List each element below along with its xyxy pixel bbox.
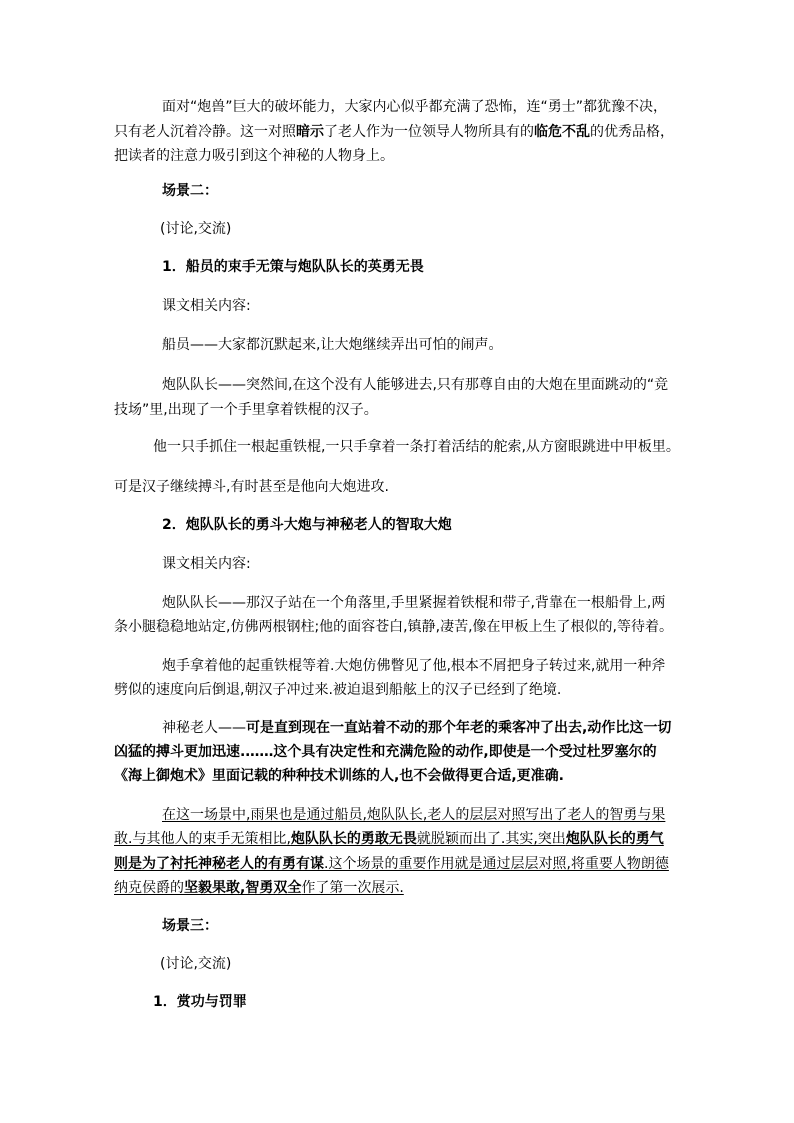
quote-line: 炮队队长——那汉子站在一个角落里,手里紧握着铁棍和带子,背靠在一根船骨上,两 [162,595,666,611]
section-heading: 场景三： [162,918,218,934]
quote-line: 可是汉子继续搏斗,有时甚至是他向大炮进攻. [114,479,389,495]
related-label: 课文相关内容: [162,556,251,572]
analysis-line: 在这一场景中,雨果也是通过船员,炮队队长,老人的层层对照写出了老人的智勇与果 [162,807,666,823]
emphasis: 暗示 [296,124,324,140]
analysis-line: 敢.与其他人的束手无策相比,炮队队长的勇敢无畏就脱颖而出了.其实,突出炮队队长的勇气 [114,831,664,847]
quote-line: 他一只手抓住一根起重铁棍,一只手拿着一条打着活结的舵索,从方窗眼跳进中甲板里。 [153,439,680,455]
paragraph-line: 把读者的注意力吸引到这个神秘的人物身上。 [114,148,394,164]
analysis-line: 则是为了衬托神秘老人的有勇有谋.这个场景的重要作用就是通过层层对照,将重要人物朗德 [114,856,669,872]
quote-line: 炮手拿着他的起重铁棍等着.大炮仿佛瞥见了他,根本不屑把身子转过来,就用一种斧 [162,658,666,674]
quote-line: 炮队队长——突然间,在这个没有人能够进去,只有那尊自由的大炮在里面跳动的“竞 [162,377,669,393]
discussion-note: (讨论,交流) [160,956,232,972]
analysis-line: 纳克侯爵的坚毅果敢,智勇双全作了第一次展示. [114,880,404,896]
subheading: 2．炮队队长的勇斗大炮与神秘老人的智取大炮 [162,517,452,533]
quote-line: 神秘老人——可是直到现在一直站着不动的那个年老的乘客冲了出去,动作比这一切 [162,720,672,736]
subheading: 1．船员的束手无策与炮队队长的英勇无畏 [162,259,424,275]
discussion-note: (讨论,交流) [160,221,232,237]
subheading: 1．赏功与罚罪 [153,994,247,1010]
emphasis: 临危不乱 [534,124,590,140]
quote-line: 条小腿稳稳地站定,仿佛两根钢柱;他的面容苍白,镇静,凄苦,像在甲板上生了根似的,等待着。 [114,619,673,635]
related-label: 课文相关内容: [162,298,251,314]
section-heading: 场景二： [162,183,218,199]
quote-line: 劈似的速度向后倒退,朝汉子冲过来.被迫退到船舷上的汉子已经到了绝境. [114,682,562,698]
quote-line: 凶猛的搏斗更加迅速.……这个具有决定性和充满危险的动作,即使是一个受过杜罗塞尔的 [114,744,657,760]
paragraph-line: 只有老人沉着冷静。这一对照暗示了老人作为一位领导人物所具有的临危不乱的优秀品格， [114,124,674,140]
quote-line: 船员——大家都沉默起来,让大炮继续弄出可怕的闹声。 [162,337,503,353]
quote-line: 《海上御炮术》里面记载的种种技术训练的人,也不会做得更合适,更准确. [114,768,564,784]
paragraph-line: 面对“炮兽”巨大的破坏能力，大家内心似乎都充满了恐怖，连“勇士”都犹豫不决， [162,99,668,115]
quote-line: 技场”里,出现了一个手里拿着铁棍的汉子。 [114,402,378,418]
